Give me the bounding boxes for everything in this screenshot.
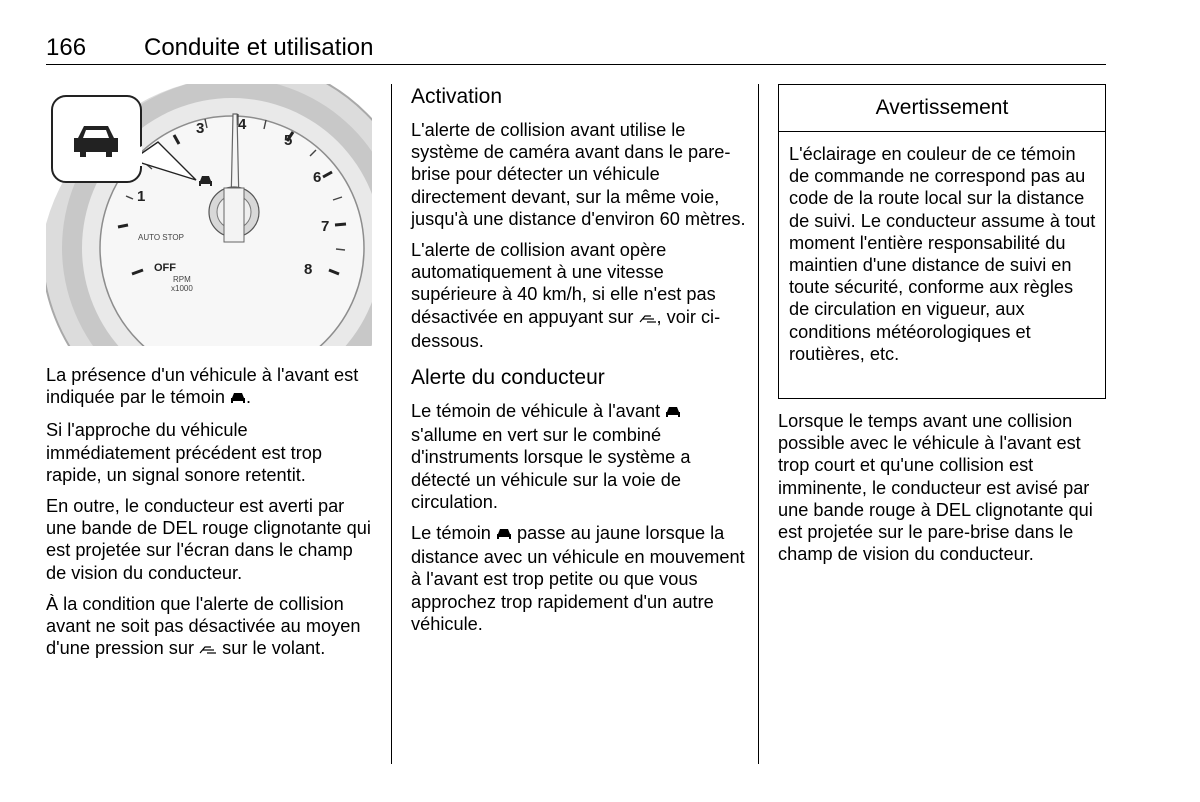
column-divider-2: [758, 84, 759, 764]
tachometer-illustration: [46, 84, 372, 346]
warning-text: L'éclairage en couleur de ce témoin de commande ne correspond pas au code de la route local sur la distance de suivi. Le conducteur assume à tout moment l'entière responsabilité du maintien d'une distance de suivi en toute sécurité, conforme aux règles de circulation en vigueur, aux conditions météorologiques et routières, etc.: [789, 144, 1096, 364]
auto-stop-label: AUTO STOP: [138, 233, 184, 242]
driver-alert-heading: Alerte du conducteur: [411, 366, 605, 390]
vehicle-ahead-icon: [230, 388, 246, 410]
tick-label-8: 8: [304, 261, 313, 278]
approach-paragraph: Si l'approche du véhicule immédiatement précédent est trop rapide, un signal sonore retentit.: [46, 420, 322, 485]
rpm-unit-label: x1000: [171, 284, 193, 293]
vehicle-ahead-icon: [496, 524, 512, 546]
right-column: [778, 410, 1108, 574]
collision-alert-button-icon: [199, 639, 217, 661]
vehicle-ahead-icon: [665, 402, 681, 424]
tick-label-7: 7: [321, 218, 330, 235]
activation-paragraph-1: L'alerte de collision avant utilise le système de caméra avant dans le pare-brise pour détecter un véhicule directement devant, sur la même voie, jusqu'à une distance d'environ 60 mètres.: [411, 120, 746, 229]
chapter-title: Conduite et utilisation: [144, 34, 374, 61]
activation-heading: Activation: [411, 85, 503, 108]
warning-title: Avertissement: [779, 85, 1105, 132]
driver-alert-paragraph-1: Le témoin de véhicule à l'avant s'allume en vert sur le combiné d'instruments lorsque le système a détecté un véhicule sur la voie de circulation.: [411, 401, 691, 512]
rpm-label: RPM: [173, 275, 191, 284]
presence-paragraph: La présence d'un véhicule à l'avant est indiquée par le témoin .: [46, 364, 376, 410]
off-label: OFF: [154, 262, 176, 274]
tachometer-figure: [46, 84, 372, 346]
page-header: [46, 34, 1106, 65]
driver-alert-paragraph-2: Le témoin passe au jaune lorsque la distance avec un véhicule en mouvement à l'avant est trop petite ou que vous approchez trop rapidement d'un autre véhicule.: [411, 523, 745, 634]
left-column: [46, 364, 376, 670]
page-number: 166: [46, 34, 87, 61]
tick-label-6: 6: [313, 169, 322, 186]
led-paragraph: En outre, le conducteur est averti par une bande de DEL rouge clignotante qui est projetée sur l'écran dans le champ de vision du conducteur.: [46, 496, 371, 583]
tick-label-3: 3: [196, 120, 205, 137]
column-divider-1: [391, 84, 392, 764]
tick-label-4: 4: [238, 116, 247, 133]
imminent-collision-paragraph: Lorsque le temps avant une collision possible avec le véhicule à l'avant est trop court et qu'une collision est imminente, le conducteur est avisé par une bande rouge à DEL clignotante qui est projetée sur le pare-brise dans le champ de vision du conducteur.: [778, 411, 1093, 565]
tick-label-1: 1: [137, 188, 146, 205]
middle-column: [411, 84, 747, 644]
condition-paragraph: À la condition que l'alerte de collision avant ne soit pas désactivée au moyen d'une pression sur sur le volant.: [46, 593, 376, 662]
tick-label-5: 5: [284, 132, 293, 149]
activation-paragraph-2: L'alerte de collision avant opère automatiquement à une vitesse supérieure à 40 km/h, si elle n'est pas désactivée en appuyant sur , voir ci-dessous.: [411, 240, 721, 351]
collision-alert-button-icon: [639, 308, 657, 330]
warning-box: [778, 84, 1106, 399]
